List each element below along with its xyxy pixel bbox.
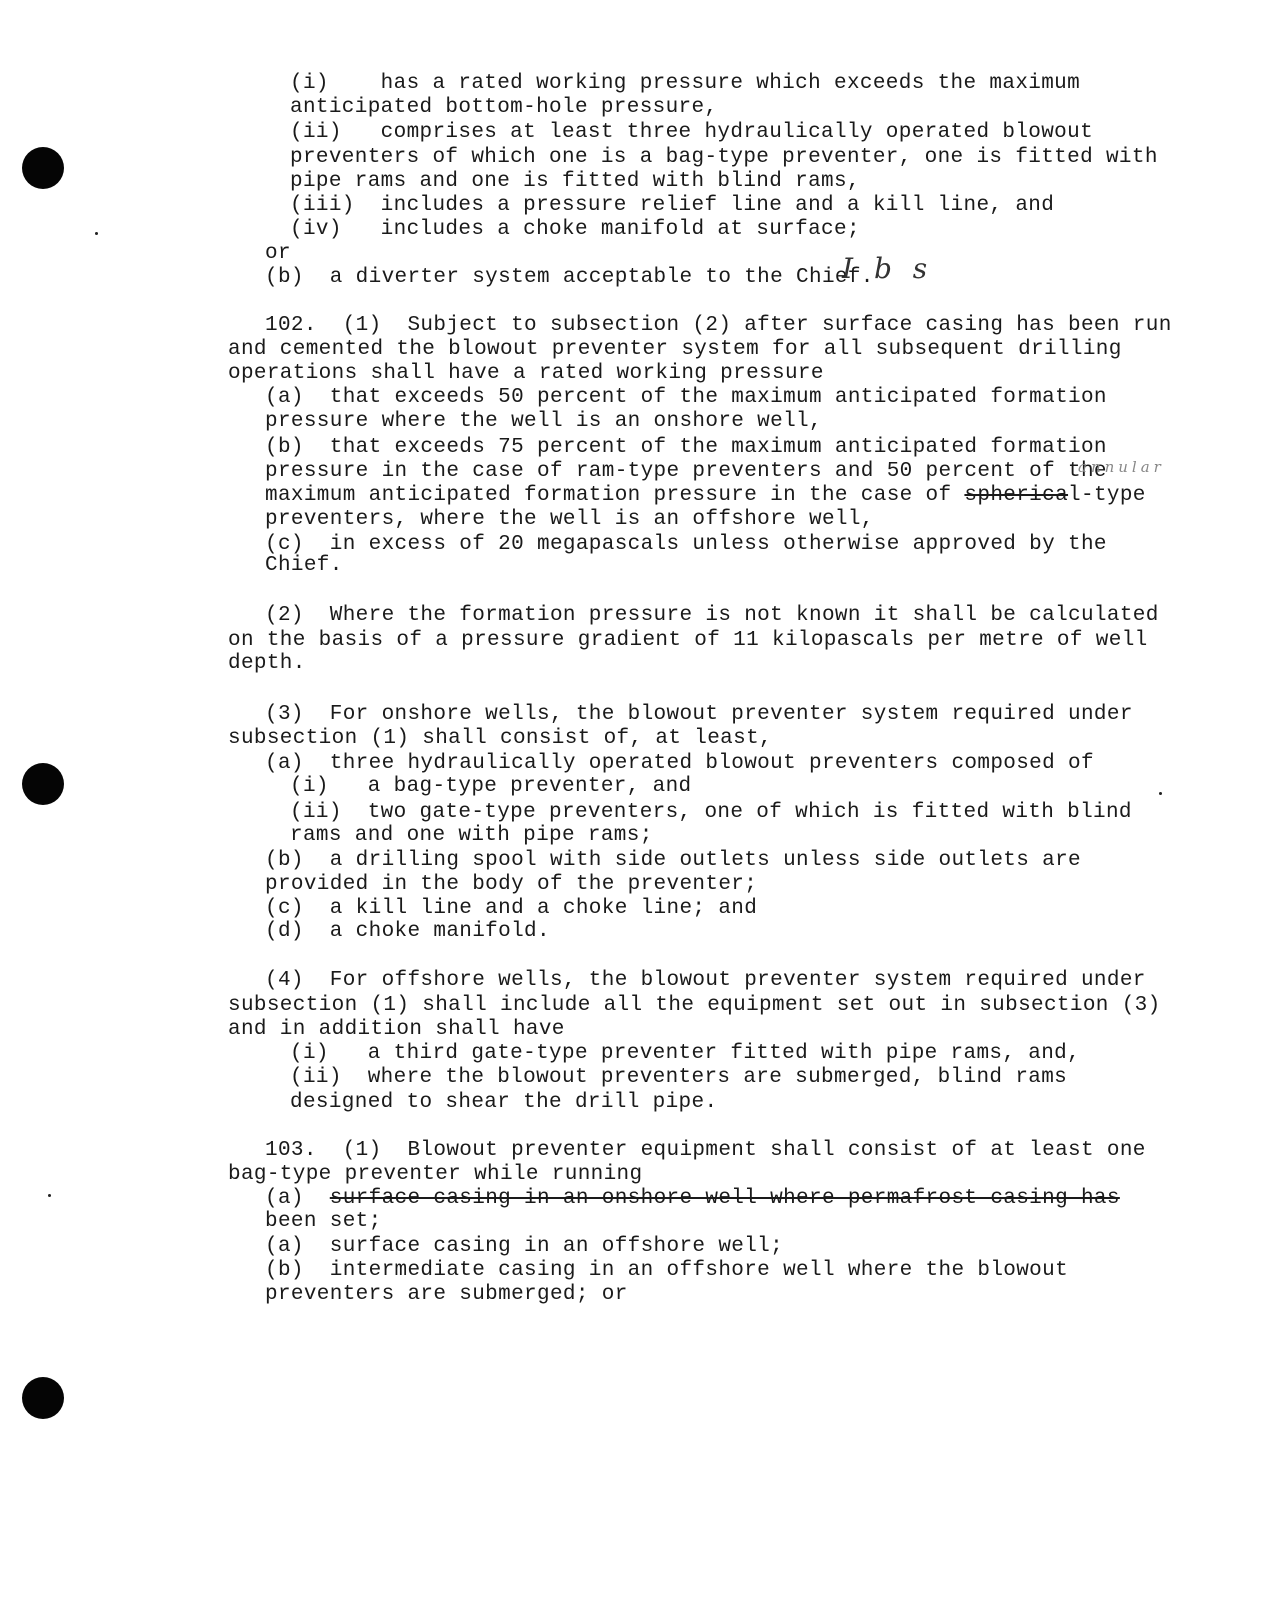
- s102-sub3-a-i: (i) a bag-type preventer, and: [290, 775, 692, 798]
- s102-b-line1: (b) that exceeds 75 percent of the maximum anticipated formation: [265, 436, 1107, 459]
- struck-word: spherica: [964, 484, 1069, 507]
- s102-b-line4: preventers, where the well is an offshore well,: [265, 508, 874, 531]
- s102-sub4-ii-line2: designed to shear the drill pipe.: [290, 1091, 718, 1114]
- s102-a-line1: (a) that exceeds 50 percent of the maximum anticipated formation: [265, 386, 1107, 409]
- scan-speck: [95, 232, 98, 235]
- s102-sub2-line3: depth.: [228, 652, 306, 675]
- s102-sub4-line3: and in addition shall have: [228, 1018, 565, 1041]
- clause-iii: (iii) includes a pressure relief line and a kill line, and: [290, 194, 1055, 217]
- s102-sub3-a-ii-line1: (ii) two gate-type preventers, one of which is fitted with blind: [290, 801, 1132, 824]
- s103-b: (a) surface casing in an offshore well;: [265, 1235, 784, 1258]
- s103-c-line2: preventers are submerged; or: [265, 1283, 628, 1306]
- struck-clause: surface casing in an onshore well where permafrost casing has: [329, 1187, 1120, 1210]
- s102-b-line3-text: maximum anticipated formation pressure in the case of: [265, 484, 965, 507]
- s102-c-line2: Chief.: [265, 554, 343, 577]
- s103-a-label: (a): [265, 1187, 330, 1210]
- s103-a-line1: [265, 1187, 1120, 1211]
- punch-hole-top: [22, 147, 64, 189]
- s102-sub3-line1: (3) For onshore wells, the blowout preventer system required under: [265, 703, 1133, 726]
- s102-sub3-d: (d) a choke manifold.: [265, 920, 550, 943]
- s102-sub4-line1: (4) For offshore wells, the blowout preventer system required under: [265, 969, 1146, 992]
- or-connector: or: [265, 242, 291, 265]
- clause-b-diverter: (b) a diverter system acceptable to the Chief.: [265, 266, 874, 289]
- s102-b-line2: pressure in the case of ram-type preventers and 50 percent of the: [265, 460, 1107, 483]
- s102-sub1-line1: 102. (1) Subject to subsection (2) after surface casing has been run: [265, 314, 1172, 337]
- s102-sub3-b-line1: (b) a drilling spool with side outlets unless side outlets are: [265, 849, 1081, 872]
- scan-speck: [1159, 792, 1162, 795]
- handwritten-margin-note: annular: [1078, 458, 1165, 476]
- s103-c-line1: (b) intermediate casing in an offshore well where the blowout: [265, 1259, 1069, 1282]
- s102-a-line2: pressure where the well is an onshore well,: [265, 410, 822, 433]
- clause-ii-line2: preventers of which one is a bag-type preventer, one is fitted with: [290, 146, 1158, 169]
- s102-sub2-line1: (2) Where the formation pressure is not known it shall be calculated: [265, 604, 1159, 627]
- s102-sub2-line2: on the basis of a pressure gradient of 11 kilopascals per metre of well: [228, 629, 1148, 652]
- clause-iv: (iv) includes a choke manifold at surface;: [290, 218, 860, 241]
- clause-i-line2: anticipated bottom-hole pressure,: [290, 96, 718, 119]
- s102-sub3-a-ii-line2: rams and one with pipe rams;: [290, 824, 653, 847]
- s102-sub1-line2: and cemented the blowout preventer system for all subsequent drilling: [228, 338, 1122, 361]
- s102-b-line3-end: l-type: [1068, 484, 1146, 507]
- scan-speck: [48, 1194, 51, 1197]
- s102-sub4-line2: subsection (1) shall include all the equipment set out in subsection (3): [228, 994, 1161, 1017]
- s103-sub1-line1: 103. (1) Blowout preventer equipment shall consist of at least one: [265, 1139, 1146, 1162]
- s102-sub3-line2: subsection (1) shall consist of, at least,: [228, 727, 772, 750]
- s102-sub3-c: (c) a kill line and a choke line; and: [265, 897, 758, 920]
- clause-ii-line1: (ii) comprises at least three hydraulically operated blowout: [290, 121, 1094, 144]
- s102-c-line1: (c) in excess of 20 megapascals unless otherwise approved by the: [265, 533, 1107, 556]
- s103-sub1-line2: bag-type preventer while running: [228, 1163, 643, 1186]
- punch-hole-bottom: [22, 1377, 64, 1419]
- s102-b-line3: [265, 484, 1146, 508]
- clause-i-line1: (i) has a rated working pressure which exceeds the maximum: [290, 72, 1081, 95]
- s102-sub4-i: (i) a third gate-type preventer fitted with pipe rams, and,: [290, 1042, 1081, 1065]
- s102-sub3-b-line2: provided in the body of the preventer;: [265, 873, 758, 896]
- clause-ii-line3: pipe rams and one is fitted with blind rams,: [290, 170, 860, 193]
- s103-a-line2: been set;: [265, 1210, 382, 1233]
- punch-hole-middle: [22, 763, 64, 805]
- s102-sub3-a: (a) three hydraulically operated blowout preventers composed of: [265, 752, 1094, 775]
- handwritten-note-top: I b s: [842, 252, 934, 285]
- s102-sub1-line3: operations shall have a rated working pressure: [228, 362, 824, 385]
- s102-sub4-ii-line1: (ii) where the blowout preventers are submerged, blind rams: [290, 1066, 1068, 1089]
